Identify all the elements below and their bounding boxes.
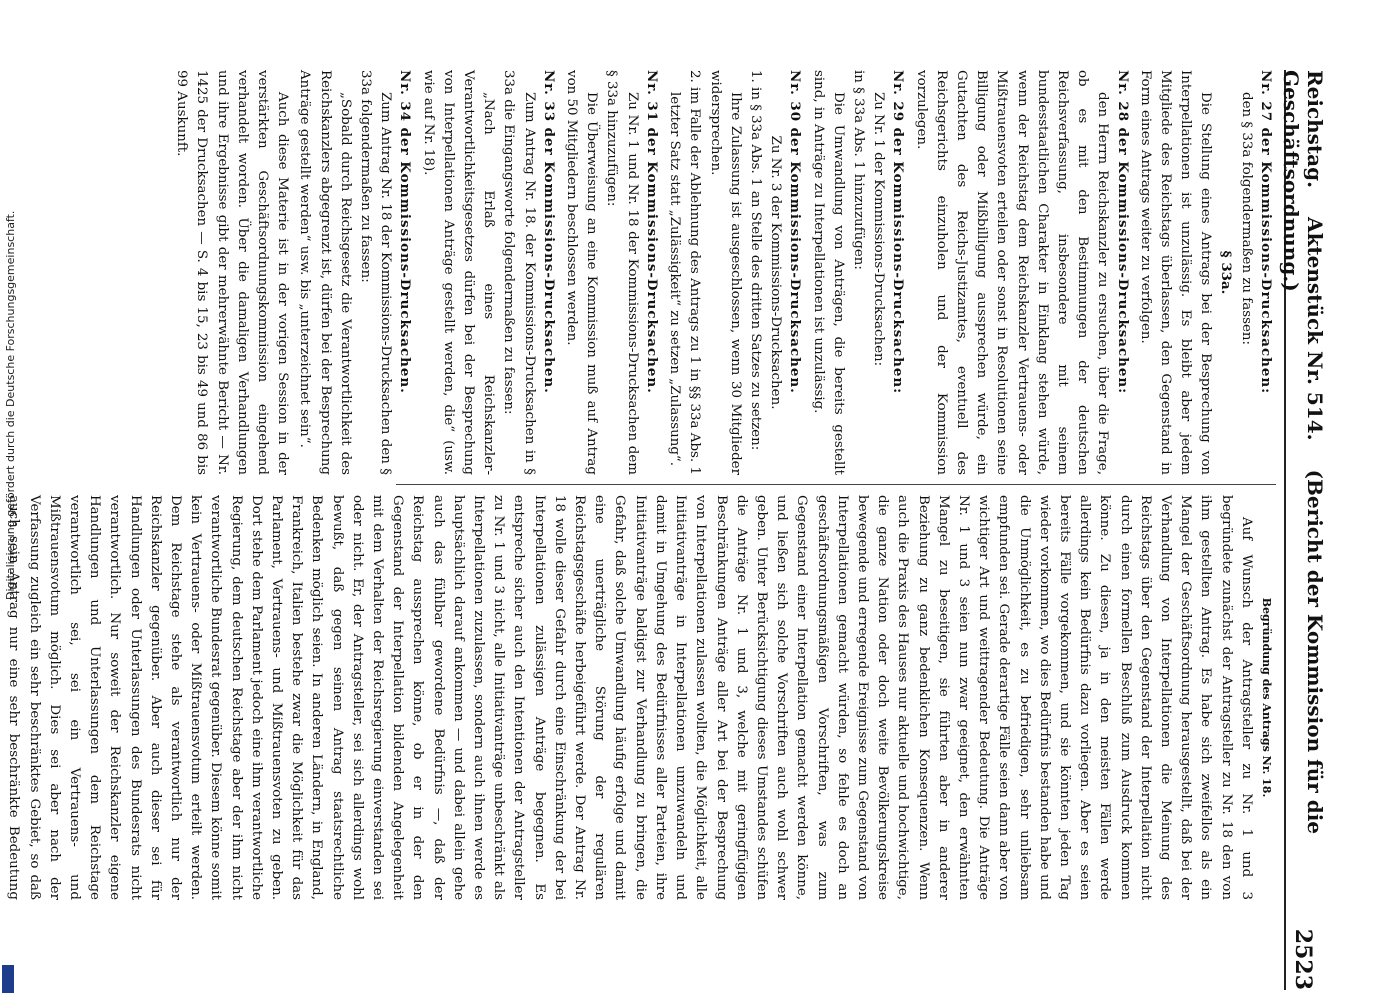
paragraph: Nr. 33 der Kommissions-Drucksachen. [540,70,557,394]
paragraph: den § 33a folgendermaßen zu fassen: [1238,92,1254,346]
paragraph: Nr. 31 der Kommissions-Drucksachen. [643,70,660,394]
paragraph: Auf Wunsch der Antragsteller zu Nr. 1 und 3 begründete zunächst der Antragsteller zu Nr. 18 den von ihm gestellten Antrag. Es habe sich zweifellos als ein Mangel der Geschäftsordnung herausgestellt, daß bei der Verhandlung von Interpellationen die Meinung des Reichstags über den Gegenstand der Interpellation nicht durch einen formellen Beschluß zum Ausdruck kommen könne. Zu diesen, ja in den meisten Fällen werde allerdings kein Bedürfnis dazu vorliegen. Aber es seien bereits Fälle vorgekommen, und sie könnten jeden Tag wieder vorkommen, wo dies Bedürfnis bestanden habe und die Unmöglichkeit, es zu befriedigen, sehr unliebsam empfunden sei. Gerade derartige Fälle seien dann aber von wichtiger Art und weittragender Bedeutung. Die Anträge Nr. 1 und 3 seien nun zwar geeignet, den erwähnten Mangel zu beseitigen, sie führten aber in anderer Beziehung zu ganz bedenklichen Konsequenzen. Wenn auch die Praxis des Hauses nur aktuelle und hochwichtige, die ganze Nation oder doch weite Bevölkerungskreise bewegende und erregende Ereignisse zum Gegenstand von Interpellationen gemacht würden, so fehle es doch an geschäftsordnungsmäßigen Vorschriften, was zum Gegenstand einer Interpellation gemacht werden könne, und ließen sich solche Vorschriften auch wohl schwer geben. Unter Berücksichtigung dieses Umstandes schüfen die Anträge Nr. 1 und 3, welche mit geringfügigen Beschränkungen Anträge aller Art bei der Besprechung von Interpellationen zulassen wollten, die Möglichkeit, alle Initiativanträge in Interpellationen umzuwandeln und damit in Umgehung des Bedürfnisses aller Parteien, ihre Initiativanträge baldigst zur Verhandlung zu bringen, die Gefahr, daß solche Umwandlung häufig erfolge und damit eine unerträgliche Störung der regulären Reichstagsgeschäfte herbeigeführt werde. Der Antrag Nr. 18 wolle dieser Gefahr durch eine Einschränkung der bei Interpellationen zulässigen Anträge begegnen. Es entspreche sicher auch den Intentionen der Antragsteller zu Nr. 1 und 3 nicht, alle Initiativanträge unbeschränkt als Interpellationen zuzulassen, sondern auch ihnen werde es hauptsächlich darauf ankommen — und dabei allein gehe auch das fühlbar gewordene Bedürfnis —, daß der Reichstag aussprechen könne, ob er in der den Gegenstand der Interpellation bildenden Angelegenheit mit dem Verhalten der Reichsregierung einverstanden sei oder nicht. Er, der Antragsteller, sei sich allerdings wohl bewußt, daß gegen seinen Antrag staatsrechtliche Bedenken möglich seien. In anderen Ländern, in England, Frankreich, Italien bestehe zwar die Möglichkeit für das Parlament, Vertrauens- und Mißtrauensvoten zu geben. Dort stehe dem Parlament jedoch eine ihm verantwortliche Regierung, dem deutschen Reichstage aber der ihm nicht verantwortliche Bundesrat gegenüber. Diesem könne somit kein Vertrauens- oder Mißtrauensvotum erteilt werden. Dem Reichstage stehe als verantwortlich nur der Reichskanzler gegenüber. Aber auch dieser sei für Handlungen oder Unterlassungen des Bundesrats nicht verantwortlich. Nur soweit der Reichskanzler eigene Handlungen und Unterlassungen dem Reichstage verantwortlich sei, sei ein Vertrauens- und Mißtrauensvotum möglich. Dies sei aber nach der Verfassung zugleich ein sehr beschränktes Gebiet, so daß auch sein Antrag nur eine sehr beschränkte Bedeutung [6,495,1254,900]
paragraph: Zum Antrag Nr. 18. der Kommissions-Drucksachen in § 33a die Eingangsworte folgendermaßen zu fassen: [501,70,537,475]
paragraph: in § 33a Abs. 1 hinzuzufügen: [850,70,866,270]
paragraph: den Herrn Reichskanzler zu ersuchen, über die Frage, ob es mit den Bestimmungen der deutschen Reichsverfassung, insbesondere mit seinem bundesstaatlichen Charakter in Einklang stehen würde, wenn der Reichstag dem Reichskanzler Vertrauens- oder Mißtrauensvoten erteilen oder sonst in Resolutionen seine Billigung oder Mißbilligung aussprechen würde, ein Gutachten des Reichs-Justizamtes, eventuell des Reichsgerichts einzuholen und der Kommission vorzulegen. [913,70,1111,475]
page-header [1279,70,1327,990]
header-document: Aktenstück Nr. 514. [1303,217,1327,441]
paragraph: Die Stellung eines Antrags bei der Besprechung von Interpellationen ist unzulässig. Es bleibt aber jedem Mitgliede des Reichstags überlassen, den Gegenstand in Form eines Antrags weiter zu verfolgen. [1137,70,1214,475]
paragraph: Nr. 29 der Kommissions-Drucksachen: [890,70,907,395]
paragraph: Auch diese Materie ist in der vorigen Session in der verstärkten Geschäftsordnungskommission eingehend verhandelt worden. Über die damaligen Verhandlungen und ihre Ergebnisse gibt der mehrerwähnte Bericht — Nr. 1425 der Drucksachen — S. 4 bis 15, 23 bis 49 und 86 bis 99 Auskunft. [174,70,291,475]
paragraph: „Nach Erlaß eines Reichskanzler-Verantwortlichkeitsgesetzes dürfen bei der Besprechung von Interpellationen Anträge gestellt werden, die“ (usw. wie auf Nr. 18). [420,70,497,475]
digitization-credit: Digitalisierung gefördert durch die Deutsche Forschungsgemeinschaft. [4,210,17,600]
paragraph: Zu Nr. 1 der Kommissions-Drucksachen: [871,92,887,367]
right-column [0,495,1276,900]
paragraph: Nr. 27 der Kommissions-Drucksachen: [1258,70,1274,395]
section-heading: Begründung des Antrags Nr. 18. [1260,597,1273,798]
header-title: (Bericht der Kommission für die Geschäftsordnung.) [1279,70,1327,835]
paragraph: „Sobald durch Reichsgesetz die Verantwortlichkeit des Reichskanzlers abgegrenzt ist, dürfen bei der Besprechung Anträge gestellt werden“ usw. bis „unterzeichnet sein“. [297,70,353,475]
left-column [171,70,1276,475]
paragraph: Zum Antrag Nr. 18 der Kommissions-Drucksachen den § 33a folgendermaßen zu fassen: [358,70,394,475]
paragraph: Nr. 30 der Kommissions-Drucksachen. [787,70,804,394]
paragraph: Nr. 34 der Kommissions-Drucksachen. [397,70,414,394]
paragraph: Ihre Zulassung ist ausgeschlossen, wenn 30 Mitglieder widersprechen. [707,70,743,475]
paragraph: Die Überweisung an eine Kommission muß auf Antrag von 50 Mitgliedern beschlossen werden. [564,70,600,475]
page-number: 2523 [1290,928,1316,990]
header-section: Reichstag. [1303,70,1327,189]
paragraph: Die Umwandlung von Anträgen, die bereits gestellt sind, in Anträge zu Interpellationen ist unzulässig. [810,70,846,475]
paragraph: 1. in § 33a Abs. 1 an Stelle des dritten Satzes zu setzen: [747,70,763,451]
paragraph: 2. im Falle der Ablehnung des Antrags zu 1 in §§ 33a Abs. 1 letzter Satz statt „Zulässigkeit“ zu setzen „Zulassung“. [667,70,703,475]
dfg-logo [2,965,14,993]
paragraph: Nr. 28 der Kommissions-Drucksachen: [1114,70,1131,395]
paragraph: Zu Nr. 3 der Kommissions-Drucksachen. [768,135,784,410]
paragraph: Zu Nr. 1 und Nr. 18 der Kommissions-Drucksachen dem § 33a hinzuzufügen: [604,70,640,475]
column-divider [396,484,1276,485]
paragraph: § 33a. [1217,250,1234,295]
